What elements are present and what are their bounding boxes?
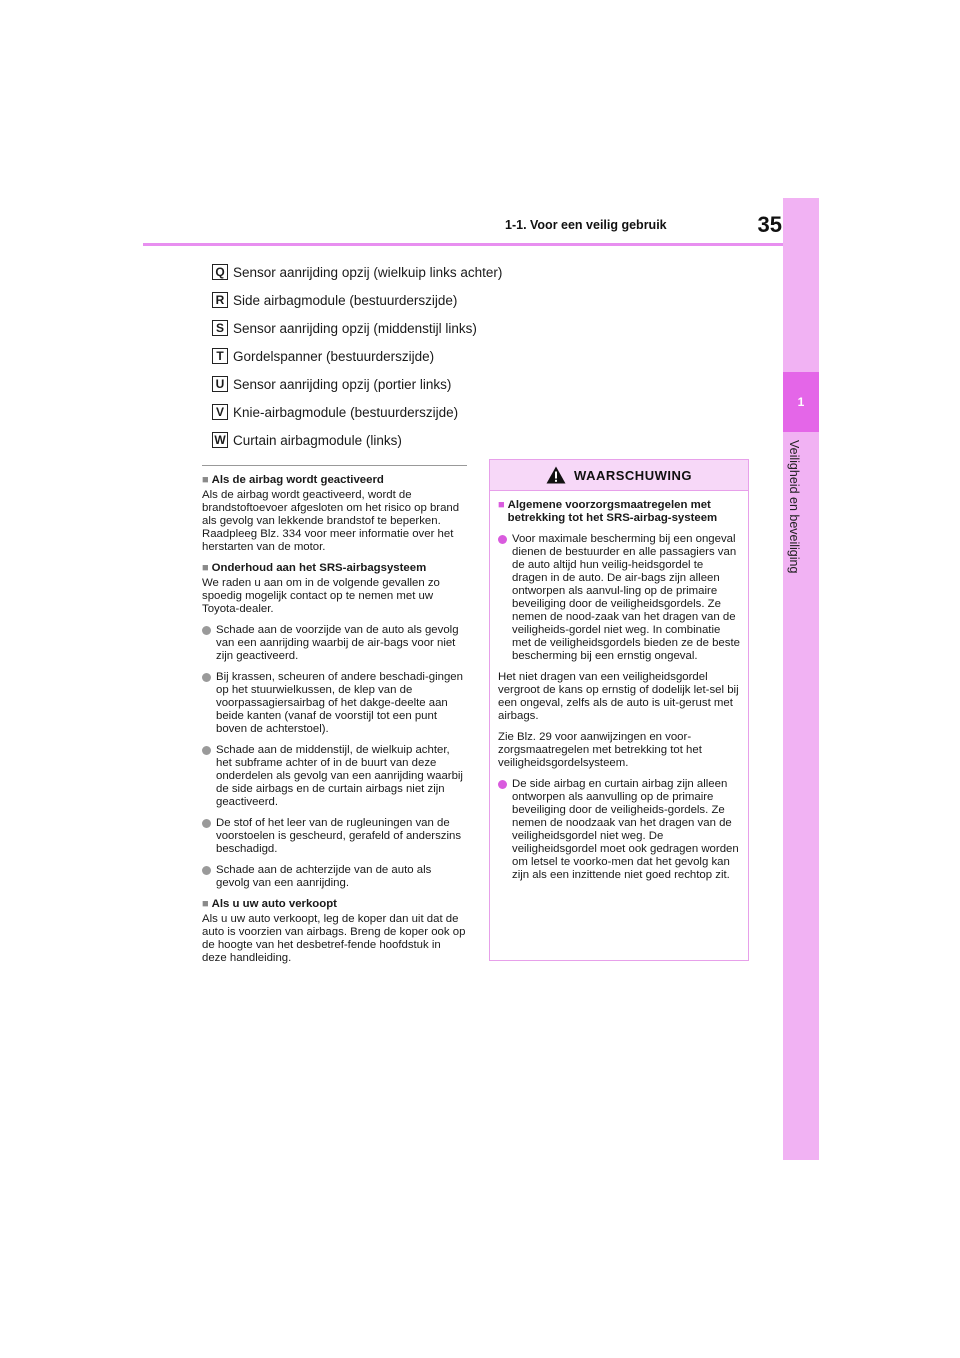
warning-title: WAARSCHUWING (574, 467, 692, 483)
list-item (202, 817, 467, 856)
legend-key: Q (212, 264, 228, 280)
legend-key: S (212, 320, 228, 336)
legend-item (212, 314, 502, 342)
paragraph: We raden u aan om in de volgende gevallen zo spoedig mogelijk contact op te nemen met uw Toyota-dealer. (202, 577, 440, 615)
paragraph: Zie Blz. 29 voor aanwijzingen en voor-zorgsmaatregelen met betrekking tot het veiligheidsgordelsysteem. (498, 731, 702, 769)
legend-item (212, 398, 502, 426)
list-item-text: De stof of het leer van de rugleuningen van de voorstoelen is gescheurd, gerafeld of anderszins beschadigd. (216, 817, 462, 855)
list-item-text: Schade aan de middenstijl, de wielkuip achter, het subframe achter of in de buurt van deze onderdelen als gevolg van een aanrijding waarbij de side airbags en de curtain airbags niet zijn geactiveerd. (216, 744, 463, 808)
legend-key: W (212, 432, 228, 448)
dot-bullet-icon (202, 866, 211, 875)
page-number: 35 (757, 212, 782, 237)
side-tab (783, 198, 819, 1160)
legend-key: V (212, 404, 228, 420)
legend-item (212, 426, 502, 454)
list-item-text: Voor maximale bescherming bij een ongeval dienen de bestuurder en alle passagiers van de auto altijd hun veilig-heidsgordel te dragen in de auto. De air-bags zijn alleen ontworpen als aanvul-ling op de primaire beveiliging door de veiligheidsgordels. Ze nemen de nood-zaak van het dragen van de veiligheids-gordel niet weg. In combinatie met de veiligheidsgordels bieden ze de beste bescherming bij een ernstig ongeval. (512, 533, 740, 662)
legend-text: Curtain airbagmodule (links) (233, 432, 402, 448)
subsection-heading (202, 898, 467, 911)
list-item (498, 778, 740, 882)
legend-item (212, 258, 502, 286)
heading-text: Onderhoud aan het SRS-airbagsysteem (211, 562, 427, 574)
legend-item (212, 370, 502, 398)
legend-text: Knie-airbagmodule (bestuurderszijde) (233, 404, 459, 420)
square-bullet-icon: ■ (202, 562, 209, 574)
paragraph: Als de airbag wordt geactiveerd, wordt de brandstoftoevoer afgesloten om het risico op brand als gevolg van lekkende brandstof te beperken. Raadpleeg Blz. 334 voor meer informatie over het herstarten van de motor. (202, 489, 460, 553)
section-title: 1-1. Voor een veilig gebruik (505, 218, 667, 232)
subsection-heading (202, 562, 467, 575)
dot-bullet-icon (202, 626, 211, 635)
square-bullet-icon: ■ (202, 474, 209, 486)
list-item (202, 864, 467, 890)
legend-text: Side airbagmodule (bestuurderszijde) (233, 292, 458, 308)
list-item (202, 744, 467, 809)
heading-text: Als u uw auto verkoopt (211, 898, 337, 910)
chapter-number: 1 (783, 372, 819, 432)
warning-heading (498, 499, 740, 525)
list-item (202, 624, 467, 663)
legend-text: Sensor aanrijding opzij (middenstijl links) (233, 320, 477, 336)
dot-bullet-icon (498, 780, 507, 789)
list-item-text: Schade aan de voorzijde van de auto als gevolg van een aanrijding waarbij de air-bags voor niet zijn geactiveerd. (216, 624, 459, 662)
chapter-label: Veiligheid en beveiliging (787, 440, 801, 574)
dot-bullet-icon (202, 819, 211, 828)
left-column (202, 465, 467, 973)
dot-bullet-icon (498, 535, 507, 544)
warning-header (490, 460, 748, 491)
legend-key: U (212, 376, 228, 392)
dot-bullet-icon (202, 673, 211, 682)
header-rule (143, 243, 783, 246)
list-item (202, 671, 467, 736)
heading-text: Als de airbag wordt geactiveerd (211, 474, 384, 486)
paragraph: Het niet dragen van een veiligheidsgordel vergroot de kans op ernstig of dodelijk let-sel bij een ongeval, zelfs als de auto is uit-gerust met airbags. (498, 671, 739, 722)
legend-key: T (212, 348, 228, 364)
legend-text: Sensor aanrijding opzij (portier links) (233, 376, 452, 392)
legend-item (212, 286, 502, 314)
legend-text: Gordelspanner (bestuurderszijde) (233, 348, 435, 364)
list-item-text: Schade aan de achterzijde van de auto als gevolg van een aanrijding. (216, 864, 432, 889)
warning-body (490, 491, 748, 882)
dot-bullet-icon (202, 746, 211, 755)
paragraph: Als u uw auto verkoopt, leg de koper dan uit dat de auto is voorzien van airbags. Breng de koper ook op de hoogte van het desbetref-fende hoofdstuk in deze handleiding. (202, 913, 466, 964)
legend-text: Sensor aanrijding opzij (wielkuip links achter) (233, 264, 503, 280)
list-item-text: De side airbag en curtain airbag zijn alleen ontworpen als aanvulling op de primaire beveiliging door de veiligheids-gordels. Ze nemen de noodzaak van het dragen van de veiligheidsgordel niet weg. De veiligheidsgordel moet ook gedragen worden om letsel te voorko-men dat het gevolg kan zijn als een inzittende niet goed rechtop zit. (512, 778, 739, 881)
heading-text: Algemene voorzorgsmaatregelen met betrekking tot het SRS-airbag-systeem (507, 499, 718, 524)
component-legend (212, 258, 502, 454)
warning-triangle-icon (546, 466, 566, 484)
subsection-heading (202, 474, 467, 487)
legend-key: R (212, 292, 228, 308)
list-item (498, 533, 740, 663)
square-bullet-icon: ■ (498, 499, 505, 511)
warning-box (489, 459, 749, 961)
list-item-text: Bij krassen, scheuren of andere beschadi-gingen op het stuurwielkussen, de klep van de voorpassagiersairbag of het dakge-deelte aan beide kanten (vanaf de voorstijl tot een punt boven de achterstoel). (216, 671, 463, 735)
square-bullet-icon: ■ (202, 898, 209, 910)
legend-item (212, 342, 502, 370)
